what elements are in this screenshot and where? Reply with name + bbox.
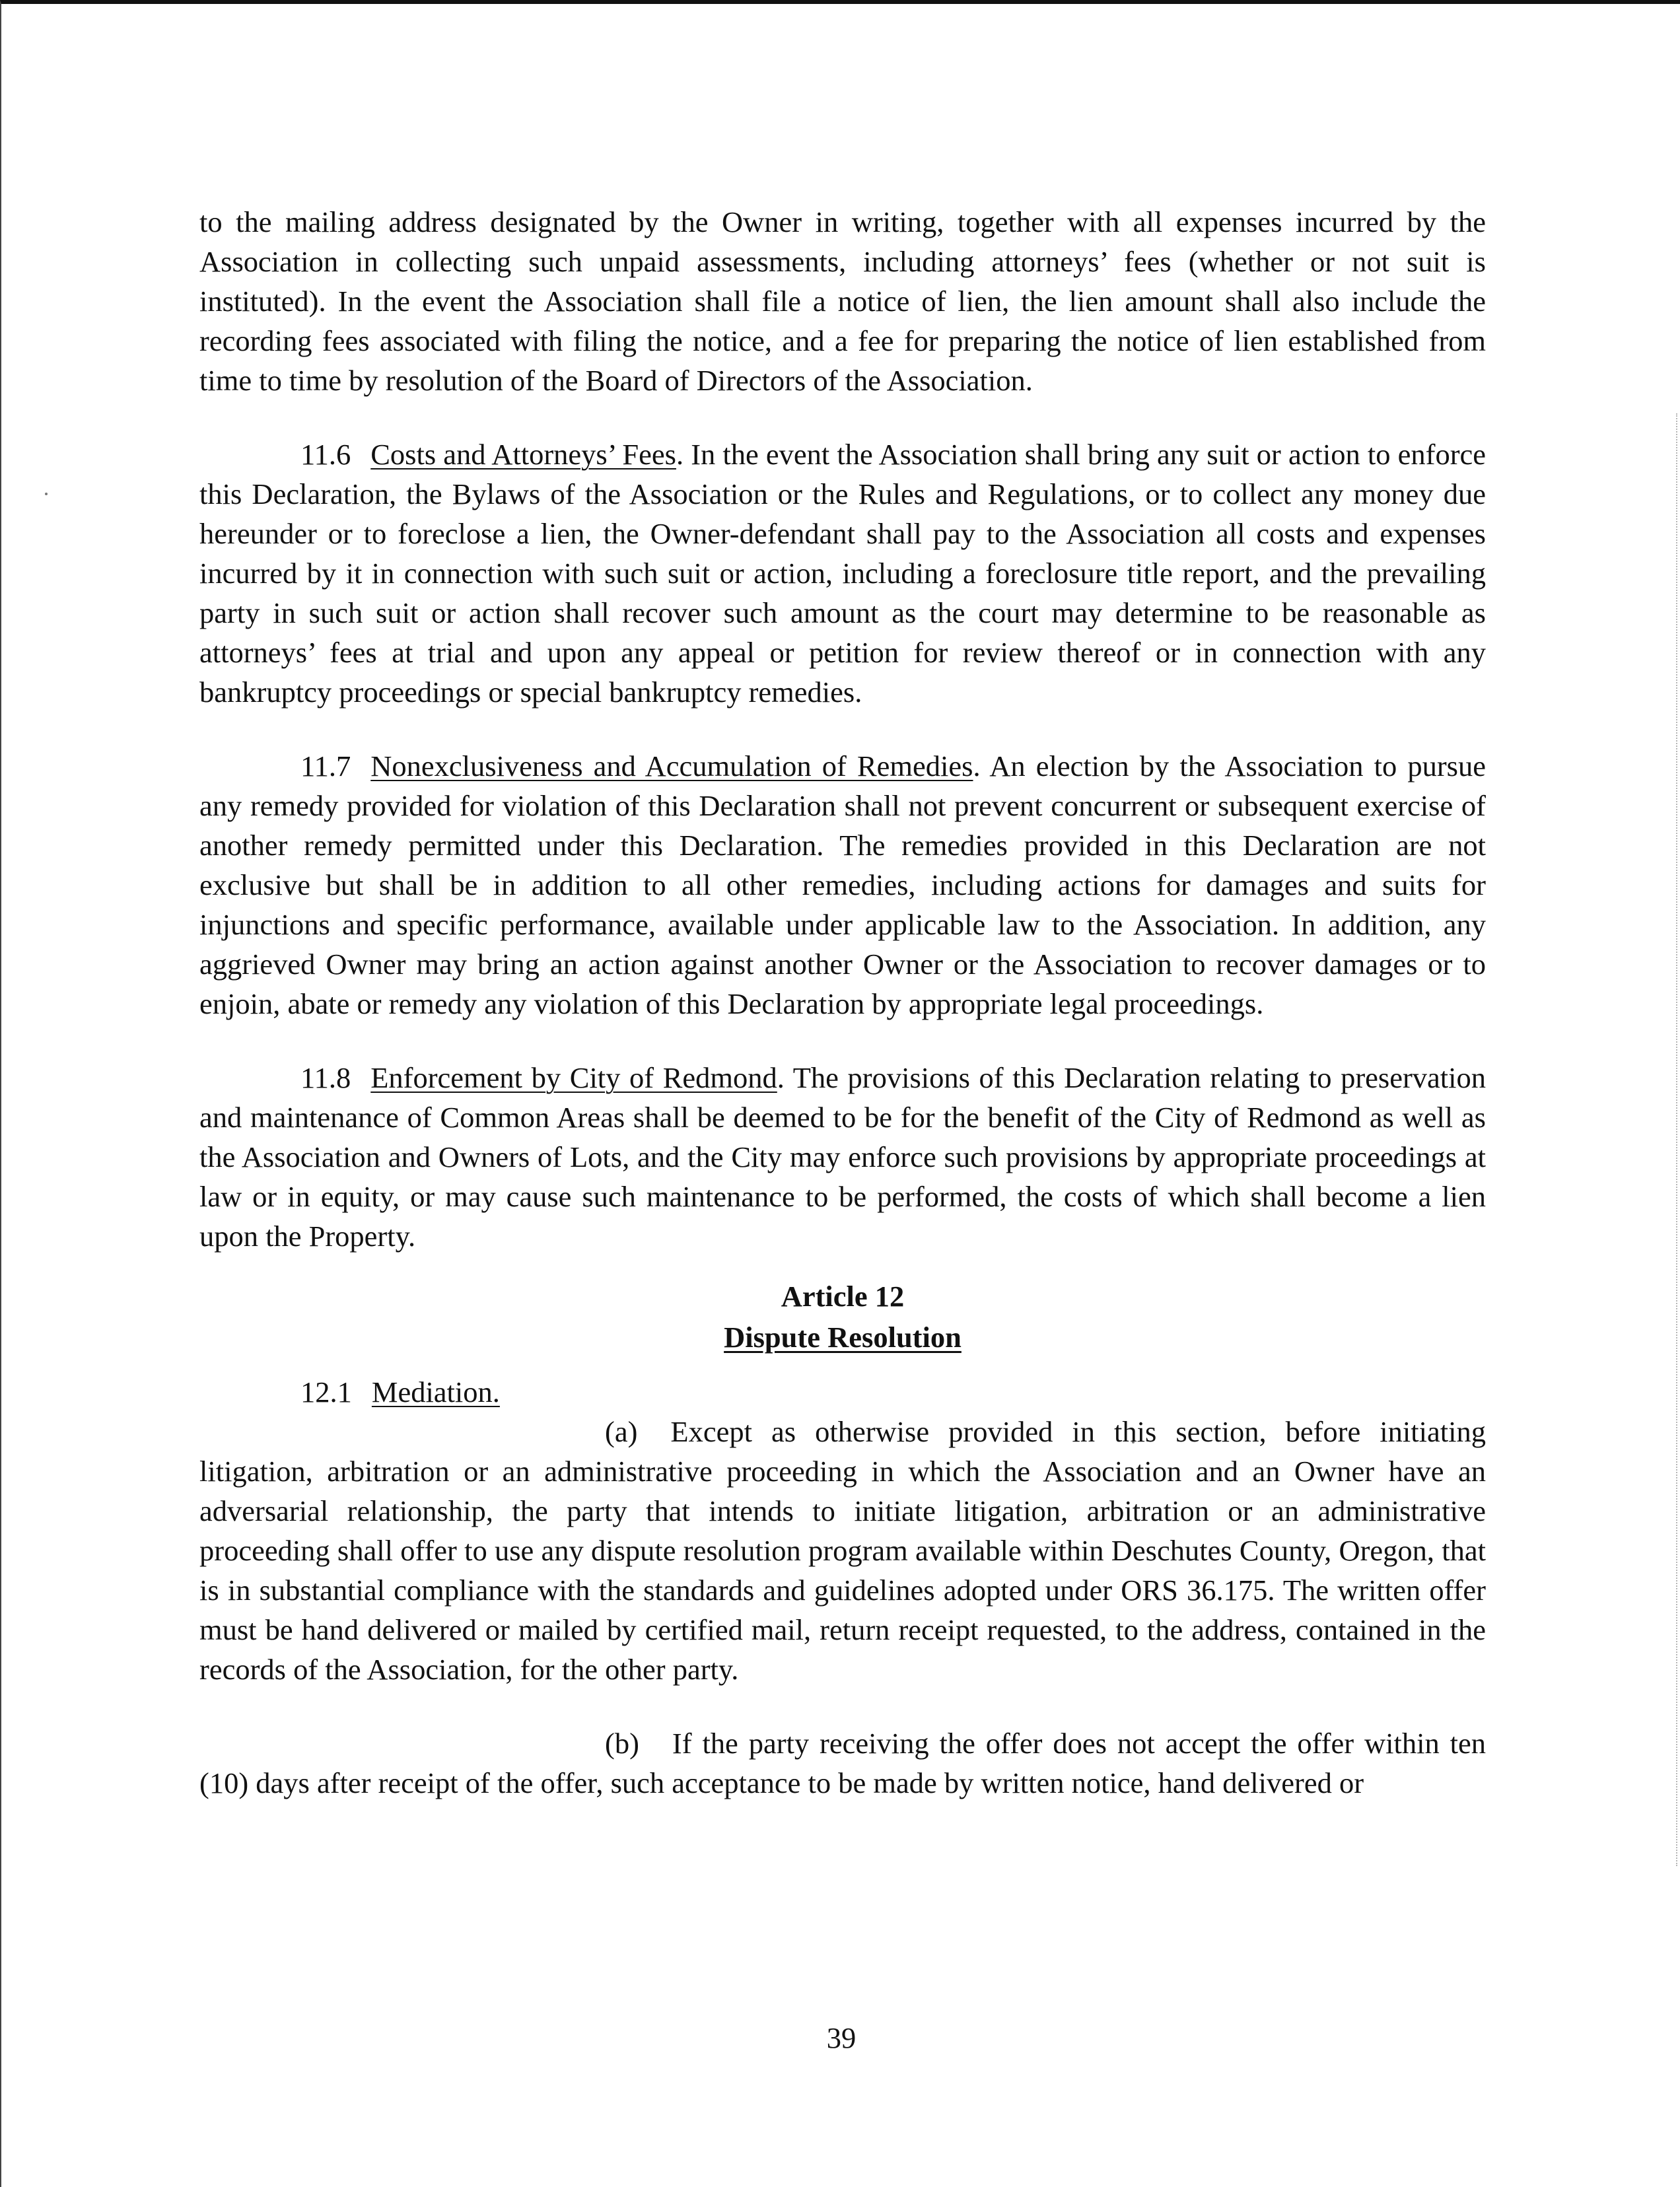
article-heading	[199, 1276, 1486, 1358]
document-body	[199, 202, 1486, 1803]
scan-speck	[45, 493, 48, 495]
page-number: 39	[826, 2021, 857, 2054]
section-11-6	[199, 434, 1486, 712]
section-heading: Costs and Attorneys’ Fees	[370, 438, 676, 471]
section-11-8	[199, 1058, 1486, 1256]
article-title: Dispute Resolution	[724, 1321, 962, 1354]
subsection-text: Except as otherwise provided in this section, before initiating litigation, arbitration or an administrative proceeding in which the Association and an Owner have an adversarial relationship, the party that intends to initiate litigation, arbitration or an administrative proceeding shall offer to use any dispute resolution program available within Deschutes County, Oregon, that is in substantial compliance with the standards and guidelines adopted under ORS 36.175. The written offer must be hand delivered or mailed by certified mail, return receipt requested, to the address, contained in the records of the Association, for the other party.	[199, 1415, 1486, 1686]
section-number: 11.7	[300, 749, 351, 782]
section-number: 12.1	[300, 1375, 352, 1408]
subsection-label: (a)	[605, 1415, 638, 1448]
section-number: 11.6	[300, 438, 351, 471]
section-heading: Mediation.	[371, 1375, 500, 1408]
section-heading: Nonexclusiveness and Accumulation of Remedies	[370, 749, 973, 782]
section-heading: Enforcement by City of Redmond	[370, 1061, 777, 1094]
section-text: . An election by the Association to pursue any remedy provided for violation of this Declaration shall not prevent concurrent or subsequent exercise of another remedy permitted under this Declaration. The remedies provided in this Declaration are not exclusive but shall be in addition to all other remedies, including actions for damages and suits for injunctions and specific performance, available under applicable law to the Association. In addition, any aggrieved Owner may bring an action against another Owner or the Association to recover damages or to enjoin, abate or remedy any violation of this Declaration by appropriate legal proceedings.	[199, 749, 1486, 1020]
section-12-1-heading	[199, 1372, 1486, 1412]
subsection-label: (b)	[605, 1727, 639, 1760]
intro-paragraph: to the mailing address designated by the Owner in writing, together with all expenses incurred by the Association in collecting such unpaid assessments, including attorneys’ fees (whether or not suit is instituted). In the event the Association shall file a notice of lien, the lien amount shall also include the recording fees associated with filing the notice, and a fee for preparing the notice of lien established from time to time by resolution of the Board of Directors of the Association.	[199, 205, 1486, 397]
section-text: . In the event the Association shall bring any suit or action to enforce this Declaration, the Bylaws of the Association or the Rules and Regulations, or to collect any money due hereunder or to foreclose a lien, the Owner-defendant shall pay to the Association all costs and expenses incurred by it in connection with such suit or action, including a foreclosure title report, and the prevailing party in such suit or action shall recover such amount as the court may determine to be reasonable as attorneys’ fees at trial and upon any appeal or petition for review thereof or in connection with any bankruptcy proceedings or special bankruptcy remedies.	[199, 438, 1487, 709]
section-11-7	[199, 746, 1486, 1024]
subsection-text: If the party receiving the offer does not accept the offer within ten (10) days after receipt of the offer, such acceptance to be made by written notice, hand delivered or	[199, 1727, 1486, 1799]
article-label: Article 12	[781, 1280, 905, 1313]
section-number: 11.8	[300, 1061, 351, 1094]
subsection-b	[199, 1723, 1486, 1803]
scan-edge-artifact	[1675, 413, 1677, 1866]
section-text: . The provisions of this Declaration relating to preservation and maintenance of Common Areas shall be deemed to be for the benefit of the City of Redmond as well as the Association and Owners of Lots, and the City may enforce such provisions by appropriate proceedings at law or in equity, or may cause such maintenance to be performed, the costs of which shall become a lien upon the Property.	[199, 1061, 1487, 1253]
subsection-a	[199, 1412, 1486, 1689]
